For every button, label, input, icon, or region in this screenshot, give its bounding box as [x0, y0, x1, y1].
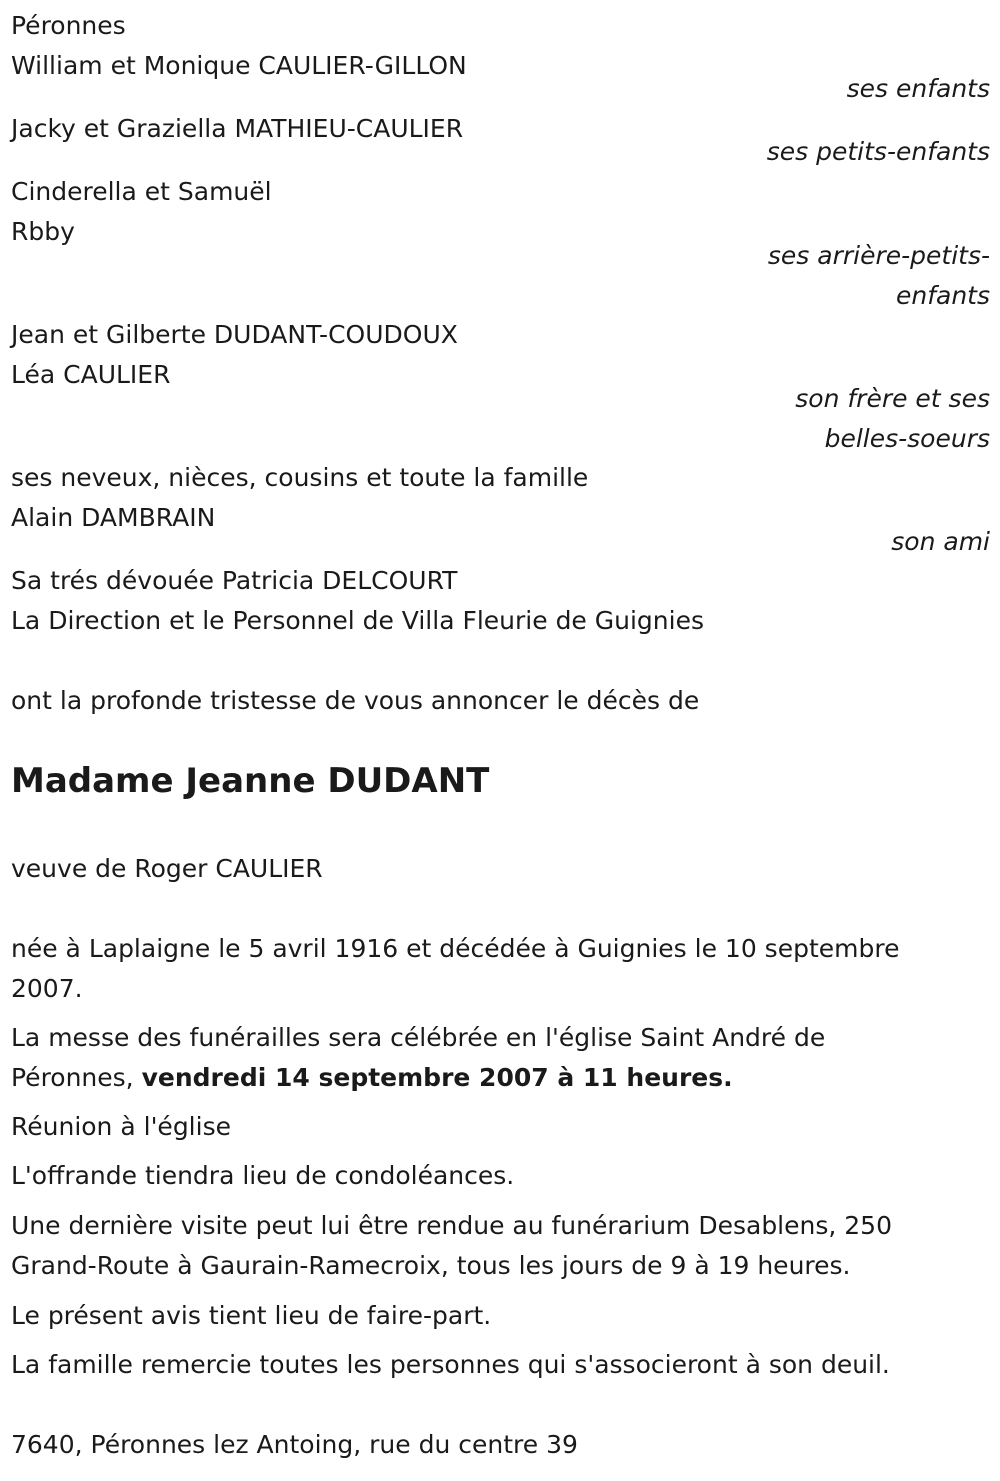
role-friend: son ami [891, 527, 990, 556]
thanks-line: La famille remercie toutes les personnes qui s'associeront à son deuil. [11, 1350, 890, 1379]
mass-place: Péronnes, [11, 1063, 142, 1092]
visit-line-1: Une dernière visite peut lui être rendue au funérarium Desablens, 250 [11, 1211, 892, 1240]
family-line-siblings-1: Jean et Gilberte DUDANT-COUDOUX [11, 320, 458, 349]
birth-death-line-2: 2007. [11, 974, 83, 1003]
mass-date: vendredi 14 septembre 2007 à 11 heures. [141, 1063, 733, 1092]
mass-line-1: La messe des funérailles sera célébrée en l'église Saint André de [11, 1023, 826, 1052]
role-great-grandchildren-a: ses arrière-petits- [767, 241, 990, 270]
family-line-caregiver: Sa trés dévouée Patricia DELCOURT [11, 566, 458, 595]
announcement-text: ont la profonde tristesse de vous annoncer le décès de [11, 686, 700, 715]
widow-line: veuve de Roger CAULIER [11, 854, 323, 883]
birth-death-line-1: née à Laplaigne le 5 avril 1916 et décédée à Guignies le 10 septembre [11, 934, 900, 963]
role-children: ses enfants [846, 74, 990, 103]
mass-line-2 [11, 1058, 733, 1098]
family-line-friend: Alain DAMBRAIN [11, 503, 216, 532]
offering-note: L'offrande tiendra lieu de condoléances. [11, 1161, 515, 1190]
place-line: Péronnes [11, 11, 126, 40]
address-line: 7640, Péronnes lez Antoing, rue du centre 39 [11, 1430, 578, 1459]
family-line-children: William et Monique CAULIER-GILLON [11, 51, 467, 80]
role-grandchildren: ses petits-enfants [766, 137, 990, 166]
role-siblings-b: belles-soeurs [824, 424, 990, 453]
family-line-great-grandchildren-2: Rbby [11, 217, 75, 246]
family-line-staff: La Direction et le Personnel de Villa Fleurie de Guignies [11, 606, 704, 635]
notice-line: Le présent avis tient lieu de faire-part. [11, 1301, 492, 1330]
role-siblings-a: son frère et ses [795, 384, 990, 413]
family-line-great-grandchildren-1: Cinderella et Samuël [11, 177, 272, 206]
family-line-grandchildren: Jacky et Graziella MATHIEU-CAULIER [11, 114, 464, 143]
family-line-relatives: ses neveux, nièces, cousins et toute la famille [11, 463, 589, 492]
visit-line-2: Grand-Route à Gaurain-Ramecroix, tous les jours de 9 à 19 heures. [11, 1251, 851, 1280]
family-line-siblings-2: Léa CAULIER [11, 360, 171, 389]
gathering-note: Réunion à l'église [11, 1112, 231, 1141]
role-great-grandchildren-b: enfants [895, 281, 990, 310]
deceased-name: Madame Jeanne DUDANT [11, 761, 490, 801]
